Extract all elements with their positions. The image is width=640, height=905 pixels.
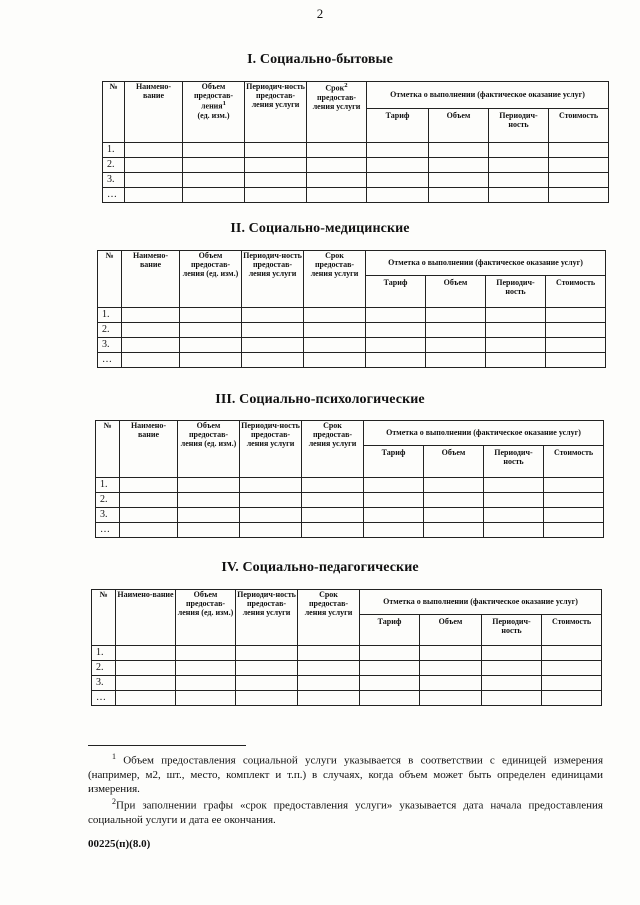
footnote-1-mark: 1 (112, 752, 116, 761)
table-cell[interactable] (236, 691, 298, 706)
table-cell[interactable] (364, 493, 424, 508)
table-cell[interactable] (429, 188, 489, 203)
table-cell[interactable] (489, 143, 549, 158)
table-row (92, 646, 602, 661)
services-table-4 (91, 589, 602, 706)
col-period-short-header: Периодич-ность (489, 109, 549, 143)
table-cell[interactable] (367, 188, 429, 203)
table-cell[interactable] (546, 323, 606, 338)
table-cell[interactable] (122, 338, 180, 353)
table-cell[interactable] (366, 338, 426, 353)
table-cell[interactable] (489, 188, 549, 203)
col-volume-short-header: Объем (426, 276, 486, 308)
table-cell[interactable] (242, 338, 304, 353)
table-cell[interactable] (426, 308, 486, 323)
table-cell[interactable] (245, 143, 307, 158)
table-cell[interactable] (245, 158, 307, 173)
row-number: 2. (96, 493, 120, 508)
table-row (96, 478, 604, 493)
table-cell[interactable] (429, 173, 489, 188)
table-cell[interactable] (489, 173, 549, 188)
table-cell[interactable] (424, 523, 484, 538)
col-period-header: Периодич-ность предостав-ления услуги (245, 82, 307, 143)
col-cost-header: Стоимость (542, 615, 602, 646)
row-number: 1. (92, 646, 116, 661)
table-cell[interactable] (542, 691, 602, 706)
footnote-2-text: При заполнении графы «срок предоставления услуги» указывается дата начала предоставления социальной услуги и дата ее окончания. (88, 799, 603, 826)
table-cell[interactable] (122, 353, 180, 368)
row-number: 3. (103, 173, 125, 188)
table-cell[interactable] (125, 158, 183, 173)
table-row (92, 691, 602, 706)
table-row (96, 508, 604, 523)
col-name-header: Наимено-вание (122, 251, 180, 308)
col-name-header: Наимено-вание (125, 82, 183, 143)
footnote-2-mark: 2 (112, 797, 116, 806)
col-period-header: Периодич-ность предостав-ления услуги (236, 590, 298, 646)
table-cell[interactable] (307, 188, 367, 203)
table-cell[interactable] (366, 308, 426, 323)
table-cell[interactable] (125, 173, 183, 188)
row-number: 2. (92, 661, 116, 676)
table-cell[interactable] (302, 493, 364, 508)
table-cell[interactable] (180, 338, 242, 353)
table-cell[interactable] (364, 478, 424, 493)
footnote-2 (88, 797, 603, 827)
table-cell[interactable] (116, 646, 176, 661)
table-cell[interactable] (484, 523, 544, 538)
table-cell[interactable] (544, 508, 604, 523)
table-cell[interactable] (176, 691, 236, 706)
row-number: 1. (96, 478, 120, 493)
col-num-header: № (98, 251, 122, 308)
table-cell[interactable] (178, 523, 240, 538)
table-cell[interactable] (482, 661, 542, 676)
table-cell[interactable] (183, 188, 245, 203)
table-cell[interactable] (178, 478, 240, 493)
section-title-2: II. Социально-медицинские (230, 221, 410, 236)
table-row (96, 493, 604, 508)
table-cell[interactable] (298, 646, 360, 661)
table-cell[interactable] (180, 308, 242, 323)
col-mark-group-header: Отметка о выполнении (фактическое оказание услуг) (366, 251, 606, 276)
table-cell[interactable] (420, 661, 482, 676)
table-cell[interactable] (302, 478, 364, 493)
col-mark-group-header: Отметка о выполнении (фактическое оказание услуг) (367, 82, 609, 109)
table-cell[interactable] (178, 493, 240, 508)
footnote-divider (88, 745, 246, 746)
row-number: 2. (103, 158, 125, 173)
table-row (98, 353, 606, 368)
table-cell[interactable] (429, 158, 489, 173)
col-num-header: № (103, 82, 125, 143)
table-cell[interactable] (116, 676, 176, 691)
row-number: … (98, 353, 122, 368)
col-term-header: Срок предостав-ления услуги (304, 251, 366, 308)
table-cell[interactable] (116, 661, 176, 676)
table-cell[interactable] (360, 661, 420, 676)
col-cost-header: Стоимость (546, 276, 606, 308)
section-title-4: IV. Социально-педагогические (221, 560, 419, 575)
col-mark-group-header: Отметка о выполнении (фактическое оказание услуг) (360, 590, 602, 615)
table-row (103, 188, 609, 203)
col-volume-short-header: Объем (424, 446, 484, 478)
table-cell[interactable] (298, 691, 360, 706)
row-number: 3. (92, 676, 116, 691)
table-cell[interactable] (360, 676, 420, 691)
table-cell[interactable] (245, 173, 307, 188)
table-cell[interactable] (486, 323, 546, 338)
table-cell[interactable] (420, 646, 482, 661)
section-title-3: III. Социально-психологические (215, 392, 425, 407)
table-cell[interactable] (424, 508, 484, 523)
table-row (103, 143, 609, 158)
table-cell[interactable] (236, 676, 298, 691)
col-term-header: Срок предостав-ления услуги (302, 421, 364, 478)
col-mark-group-header: Отметка о выполнении (фактическое оказание услуг) (364, 421, 604, 446)
table-row (98, 308, 606, 323)
table-cell[interactable] (424, 493, 484, 508)
table-cell[interactable] (549, 173, 609, 188)
table-cell[interactable] (426, 323, 486, 338)
table-cell[interactable] (482, 676, 542, 691)
table-cell[interactable] (298, 661, 360, 676)
table-cell[interactable] (304, 338, 366, 353)
row-number: 3. (96, 508, 120, 523)
section-title-1: I. Социально-бытовые (247, 52, 393, 67)
table-cell[interactable] (549, 143, 609, 158)
table-row (96, 523, 604, 538)
col-period-header: Периодич-ность предостав-ления услуги (240, 421, 302, 478)
services-table-2 (97, 250, 606, 368)
col-period-short-header: Периодич-ность (484, 446, 544, 478)
table-cell[interactable] (298, 676, 360, 691)
row-number: … (96, 523, 120, 538)
table-cell[interactable] (544, 478, 604, 493)
table-cell[interactable] (542, 646, 602, 661)
col-cost-header: Стоимость (544, 446, 604, 478)
table-cell[interactable] (542, 676, 602, 691)
table-row (92, 676, 602, 691)
col-cost-header: Стоимость (549, 109, 609, 143)
table-cell[interactable] (304, 323, 366, 338)
table-cell[interactable] (302, 508, 364, 523)
col-term-header: Срок предостав-ления услуги (298, 590, 360, 646)
footnote-1 (88, 752, 603, 797)
table-cell[interactable] (424, 478, 484, 493)
col-tariff-header: Тариф (360, 615, 420, 646)
table-cell[interactable] (484, 478, 544, 493)
table-cell[interactable] (486, 353, 546, 368)
table-cell[interactable] (176, 676, 236, 691)
table-cell[interactable] (420, 691, 482, 706)
table-cell[interactable] (360, 646, 420, 661)
col-num-header: № (92, 590, 116, 646)
table-cell[interactable] (549, 188, 609, 203)
table-cell[interactable] (120, 478, 178, 493)
col-tariff-header: Тариф (364, 446, 424, 478)
table-cell[interactable] (484, 508, 544, 523)
table-row (103, 158, 609, 173)
table-cell[interactable] (364, 523, 424, 538)
table-cell[interactable] (546, 353, 606, 368)
table-cell[interactable] (240, 523, 302, 538)
table-cell[interactable] (242, 308, 304, 323)
services-table-3 (95, 420, 604, 538)
table-cell[interactable] (367, 143, 429, 158)
table-cell[interactable] (549, 158, 609, 173)
table-cell[interactable] (489, 158, 549, 173)
table-cell[interactable] (542, 661, 602, 676)
row-number: 1. (98, 308, 122, 323)
table-cell[interactable] (236, 661, 298, 676)
table-cell[interactable] (366, 353, 426, 368)
table-cell[interactable] (420, 676, 482, 691)
table-row (92, 661, 602, 676)
row-number: 1. (103, 143, 125, 158)
row-number: … (103, 188, 125, 203)
table-cell[interactable] (240, 478, 302, 493)
table-cell[interactable] (242, 323, 304, 338)
col-volume-header: Объем предостав-ления (ед. изм.) (178, 421, 240, 478)
table-cell[interactable] (183, 173, 245, 188)
col-volume-short-header: Объем (429, 109, 489, 143)
table-cell[interactable] (302, 523, 364, 538)
table-cell[interactable] (245, 188, 307, 203)
table-cell[interactable] (120, 523, 178, 538)
col-num-header: № (96, 421, 120, 478)
table-cell[interactable] (364, 508, 424, 523)
row-number: 3. (98, 338, 122, 353)
table-cell[interactable] (546, 308, 606, 323)
row-number: 2. (98, 323, 122, 338)
col-volume-header: Объем предостав-ления (ед. изм.) (176, 590, 236, 646)
table-cell[interactable] (482, 691, 542, 706)
table-cell[interactable] (125, 188, 183, 203)
table-cell[interactable] (429, 143, 489, 158)
col-volume-header: Объем предостав-ления (ед. изм.) (180, 251, 242, 308)
table-cell[interactable] (486, 308, 546, 323)
table-cell[interactable] (367, 173, 429, 188)
table-cell[interactable] (486, 338, 546, 353)
table-row (98, 323, 606, 338)
table-cell[interactable] (484, 493, 544, 508)
table-cell[interactable] (125, 143, 183, 158)
table-cell[interactable] (544, 523, 604, 538)
table-cell[interactable] (544, 493, 604, 508)
table-cell[interactable] (366, 323, 426, 338)
table-cell[interactable] (180, 323, 242, 338)
table-cell[interactable] (307, 143, 367, 158)
table-cell[interactable] (482, 646, 542, 661)
row-number: … (92, 691, 116, 706)
footnote-1-text: Объем предоставления социальной услуги указывается в соответствии с единицей измерения (например, м2, шт., место, комплект и т.п.) в случаях, когда объем может быть определен единицами измерения. (88, 754, 604, 796)
table-cell[interactable] (120, 493, 178, 508)
table-cell[interactable] (240, 508, 302, 523)
col-period-short-header: Периодич-ность (482, 615, 542, 646)
table-cell[interactable] (304, 308, 366, 323)
table-cell[interactable] (122, 323, 180, 338)
table-cell[interactable] (426, 338, 486, 353)
col-period-short-header: Периодич-ность (486, 276, 546, 308)
col-tariff-header: Тариф (367, 109, 429, 143)
table-cell[interactable] (183, 143, 245, 158)
table-cell[interactable] (240, 493, 302, 508)
col-volume-header: Объем предостав-ления$^1$ (ед. изм.) (183, 82, 245, 143)
table-row (98, 338, 606, 353)
table-cell[interactable] (178, 508, 240, 523)
col-tariff-header: Тариф (366, 276, 426, 308)
document-code: 00225(п)(8.0) (88, 838, 151, 850)
table-cell[interactable] (307, 158, 367, 173)
table-cell[interactable] (183, 158, 245, 173)
table-cell[interactable] (307, 173, 367, 188)
col-name-header: Наимено-вание (116, 590, 176, 646)
table-cell[interactable] (176, 661, 236, 676)
table-cell[interactable] (116, 691, 176, 706)
table-cell[interactable] (176, 646, 236, 661)
table-cell[interactable] (426, 353, 486, 368)
table-cell[interactable] (304, 353, 366, 368)
table-cell[interactable] (367, 158, 429, 173)
table-cell[interactable] (242, 353, 304, 368)
services-table-1 (102, 81, 609, 203)
col-name-header: Наимено-вание (120, 421, 178, 478)
table-row (103, 173, 609, 188)
col-volume-short-header: Объем (420, 615, 482, 646)
table-cell[interactable] (122, 308, 180, 323)
table-cell[interactable] (120, 508, 178, 523)
table-cell[interactable] (360, 691, 420, 706)
page-number: 2 (316, 6, 324, 21)
col-period-header: Периодич-ность предостав-ления услуги (242, 251, 304, 308)
table-cell[interactable] (236, 646, 298, 661)
col-term-header: Срок$^2$ предостав-ления услуги (307, 82, 367, 143)
table-cell[interactable] (180, 353, 242, 368)
table-cell[interactable] (546, 338, 606, 353)
